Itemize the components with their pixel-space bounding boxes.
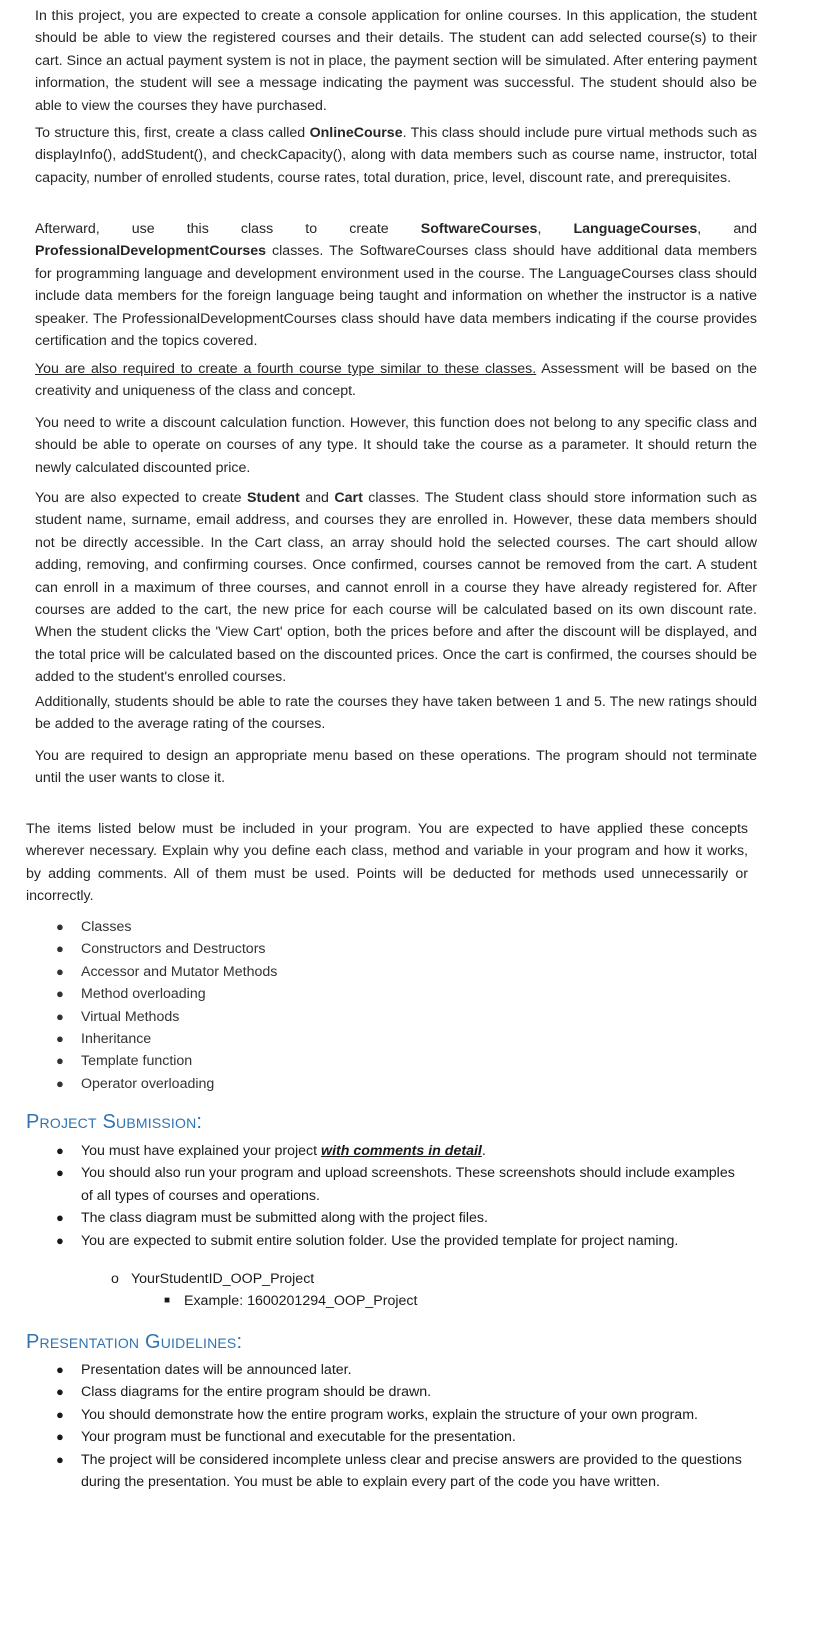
submission-heading: Project Submission: [26, 1111, 203, 1133]
text-run: classes. The SoftwareCourses class should have additional data members for programming language and development environment used in the course. The LanguageCourses class should include data members for the foreign language being taught and information on whether the instructor is a native speaker. The ProfessionalDevelopmentCourses class should have data members indicating if the course provides certification and the topics covered. [35, 243, 757, 350]
requirements-list [26, 916, 746, 1095]
class-name-online-course: OnlineCourse [309, 125, 403, 141]
text-run: , [537, 221, 574, 237]
list-item: ● The class diagram must be submitted along with the project files. [56, 1210, 488, 1227]
sublist-item: ■ Example: 1600201294_OOP_Project [164, 1293, 418, 1309]
text-run: You are also expected to create [35, 490, 248, 506]
text-run: , and [697, 221, 757, 237]
list-item: ● Constructors and Destructors [56, 941, 266, 958]
class-name-software-courses: SoftwareCourses [420, 221, 538, 237]
list-item: ● Class diagrams for the entire program should be drawn. [56, 1384, 432, 1401]
list-item: ● Virtual Methods [56, 1008, 180, 1025]
list-item: ● Template function [56, 1053, 193, 1070]
list-item: ● You should also run your program and upload screenshots. These screenshots should include examples of all types of courses and operations. [56, 1165, 735, 1204]
list-item: ● Operator overloading [56, 1075, 215, 1092]
text-run: Assessment will be based on the creativity and uniqueness of the class and concept. [35, 361, 757, 400]
text-run: Afterward, use this class to create [35, 221, 421, 237]
text-run: To structure this, first, create a class called [35, 125, 310, 141]
list-item: ● Classes [56, 919, 132, 935]
presentation-heading: Presentation Guidelines: [26, 1331, 243, 1353]
underlined-requirement: You are also required to create a fourth course type similar to these classes. [35, 361, 537, 377]
list-item: ● The project will be considered incomplete unless clear and precise answers are provided to the questions during the presentation. You must be able to explain every part of the code you have written. [56, 1451, 742, 1491]
list-item: ● You must have explained your project with comments in detail. [56, 1143, 486, 1159]
class-name-cart: Cart [334, 490, 363, 506]
class-name-language-courses: LanguageCourses [573, 221, 698, 237]
presentation-list [26, 1359, 746, 1493]
text-run: . This class should include pure virtual methods such as displayInfo(), addStudent(), and checkCapacity(), along with data members such as course name, instructor, total capacity, number of enrolled students, course rates, total duration, price, level, discount rate, and prerequisites. [35, 125, 757, 186]
list-item: ● Accessor and Mutator Methods [56, 963, 278, 980]
intro-paragraph-7: Additionally, students should be able to rate the courses they have taken between 1 and 5. The new ratings should be added to the average rating of the courses. [35, 694, 757, 733]
intro-paragraph-5: You need to write a discount calculation function. However, this function does not belong to any specific class and should be able to operate on courses of any type. It should take the course as a parameter. It should return the newly calculated discounted price. [35, 415, 757, 476]
intro-paragraph-1: In this project, you are expected to create a console application for online courses. In this application, the student should be able to view the registered courses and their details. The student can add selected course(s) to their cart. Since an actual payment system is not in place, the payment section will be simulated. After entering payment information, the student will see a message indicating the payment was successful. The student should also be able to view the courses they have purchased. [35, 8, 757, 114]
submission-list [26, 1140, 746, 1252]
intro-paragraph-6 [35, 487, 757, 689]
list-item: ● You are expected to submit entire solution folder. Use the provided template for project naming. [56, 1232, 679, 1249]
text-run: and [299, 490, 335, 506]
list-item: ● Your program must be functional and executable for the presentation. [56, 1429, 516, 1446]
class-name-student: Student [247, 490, 300, 506]
requirements-intro: The items listed below must be included in your program. You are expected to have applied these concepts wherever necessary. Explain why you define each class, method and variable in your program and how it works, by adding comments. All of them must be used. Points will be deducted for methods used unnecessarily or incorrectly. [26, 821, 748, 905]
list-item: ● Method overloading [56, 986, 206, 1003]
intro-paragraph-8: You are required to design an appropriate menu based on these operations. The program should not terminate until the user wants to close it. [35, 748, 757, 787]
list-item: ● Inheritance [56, 1031, 152, 1048]
list-item: ● Presentation dates will be announced later. [56, 1362, 352, 1378]
intro-paragraph-3 [35, 218, 757, 352]
class-name-professional-development-courses: ProfessionalDevelopmentCourses [35, 243, 267, 260]
sublist-item: o YourStudentID_OOP_Project [111, 1271, 315, 1287]
intro-paragraph-2 [35, 122, 757, 189]
intro-paragraph-4 [35, 358, 757, 403]
text-run: classes. The Student class should store information such as student name, surname, email address, and courses they are enrolled in. However, these data members should not be directly accessible. In the Cart class, an array should hold the selected courses. The cart should allow adding, removing, and confirming courses. Once confirmed, courses cannot be removed from the cart. A student can enroll in a maximum of three courses, and cannot enroll in a course they have already registered for. After courses are added to the cart, the new price for each course will be calculated based on its own discount rate. When the student clicks the 'View Cart' option, both the prices before and after the discount will be displayed, and the total price will be calculated based on the discounted prices. Once the cart is confirmed, the courses should be added to the student's enrolled courses. [35, 490, 757, 686]
list-item: ● You should demonstrate how the entire program works, explain the structure of your own program. [56, 1406, 698, 1423]
